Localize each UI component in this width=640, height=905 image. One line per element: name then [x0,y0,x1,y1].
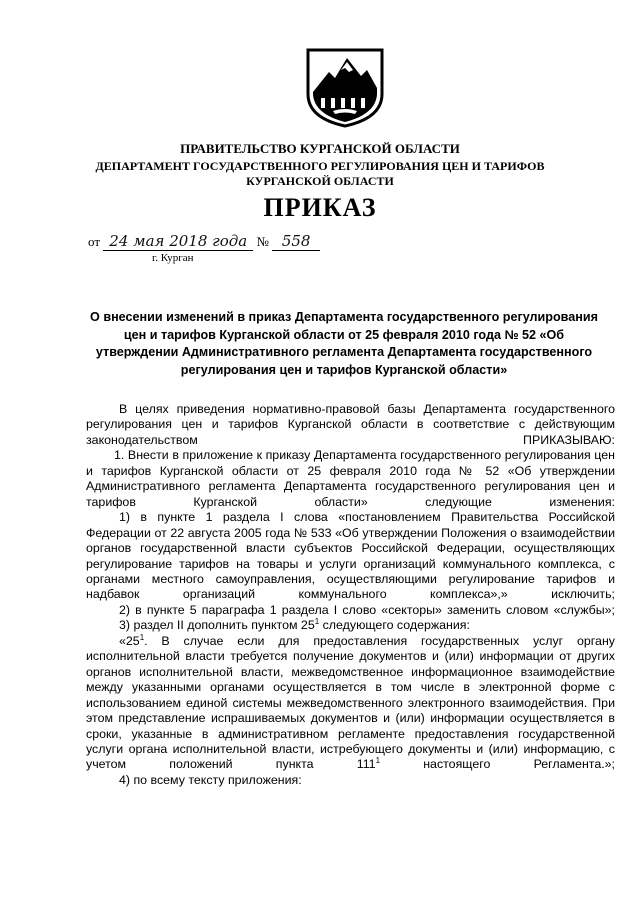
subitem-3-text: 3) раздел II дополнить пунктом 25 [119,618,315,633]
subitem-3-text-end: следующего содержания: [319,618,470,633]
superscript: 1 [375,756,381,766]
department-name-line2: КУРГАНСКОЙ ОБЛАСТИ [246,174,394,188]
subject-line-3: утверждении Административного регламента Департамента государственного [95,345,593,359]
paragraph-preamble: В целях приведения нормативно-правовой базы Департамента государственного регулирования цен и тарифов Курганской области в соответствие с действующим законодательством ПРИКАЗЫВАЮ: [86,402,615,447]
point-text-end: настоящего Регламента.»; [380,757,615,772]
department-name-line1: ДЕПАРТАМЕНТ ГОСУДАРСТВЕННОГО РЕГУЛИРОВАНИЯ ЦЕН И ТАРИФОВ [95,159,545,173]
paragraph-subitem-1: 1) в пункте 1 раздела I слова «постановлением Правительства Российской Федерации от 22 августа 2005 года № 533 «Об утверждении Положения о взаимодействии органов государственной власти субъектов Российской Федерации, осуществляющих регулирование тарифов на товары и услуги организаций коммунального комплекса, с органами местного самоуправления, осуществляющими регулирование тарифов и надбавок организаций коммунального комплекса»,» исключить; [86,510,615,602]
point-text-start: «25 [119,633,140,648]
from-label: от [88,234,101,249]
order-subject [70,309,618,379]
handwritten-date: 24 мая 2018 года [103,232,253,251]
paragraph-point-25-1 [86,634,615,773]
number-label: № [256,234,269,249]
department-name [0,159,640,189]
subject-line-1: О внесении изменений в приказ Департамента государственного регулирования [90,310,598,324]
organization-name: ПРАВИТЕЛЬСТВО КУРГАНСКОЙ ОБЛАСТИ [180,141,460,156]
document-title: ПРИКАЗ [263,193,377,222]
subject-line-2: цен и тарифов Курганской области от 25 февраля 2010 года № 52 «Об [123,327,565,342]
paragraph-subitem-4: 4) по всему тексту приложения: [119,772,302,787]
paragraph-subitem-2: 2) в пункте 5 параграфа 1 раздела I слово «секторы» заменить словом «службы»; [119,602,615,617]
coat-of-arms-emblem [305,48,385,128]
date-number-line [88,232,320,251]
order-body [86,402,615,788]
superscript: 1 [139,632,145,642]
paragraph-subitem-3 [86,618,615,633]
point-text-body: . В случае если для предоставления государственных услуг органу исполнительной власти требуется получение документов и (или) информации от других органов исполнительной власти, межведомственное информационное взаимодействие между указанными органами осуществляется в том числе в электронной форме с использованием единой системы межведомственного электронного взаимодействия. При этом представление испрашиваемых документов и (или) информации осуществляется в сроки, указанные в административном регламенте предоставления государственной услуги органа исполнительной власти, истребующего документы и (или) информацию, с учетом положений пункта 111 [86,633,615,772]
paragraph-item-1: 1. Внести в приложение к приказу Департамента государственного регулирования цен и тарифов Курганской области от 25 февраля 2010 года № 52 «Об утверждении Административного регламента Департамента государственного регулирования цен и тарифов Курганской области» следующие изменения: [86,448,615,509]
subject-line-4: регулирования цен и тарифов Курганской области» [180,362,508,377]
city: г. Курган [152,252,194,264]
handwritten-number: 558 [272,232,320,251]
superscript: 1 [314,617,320,627]
